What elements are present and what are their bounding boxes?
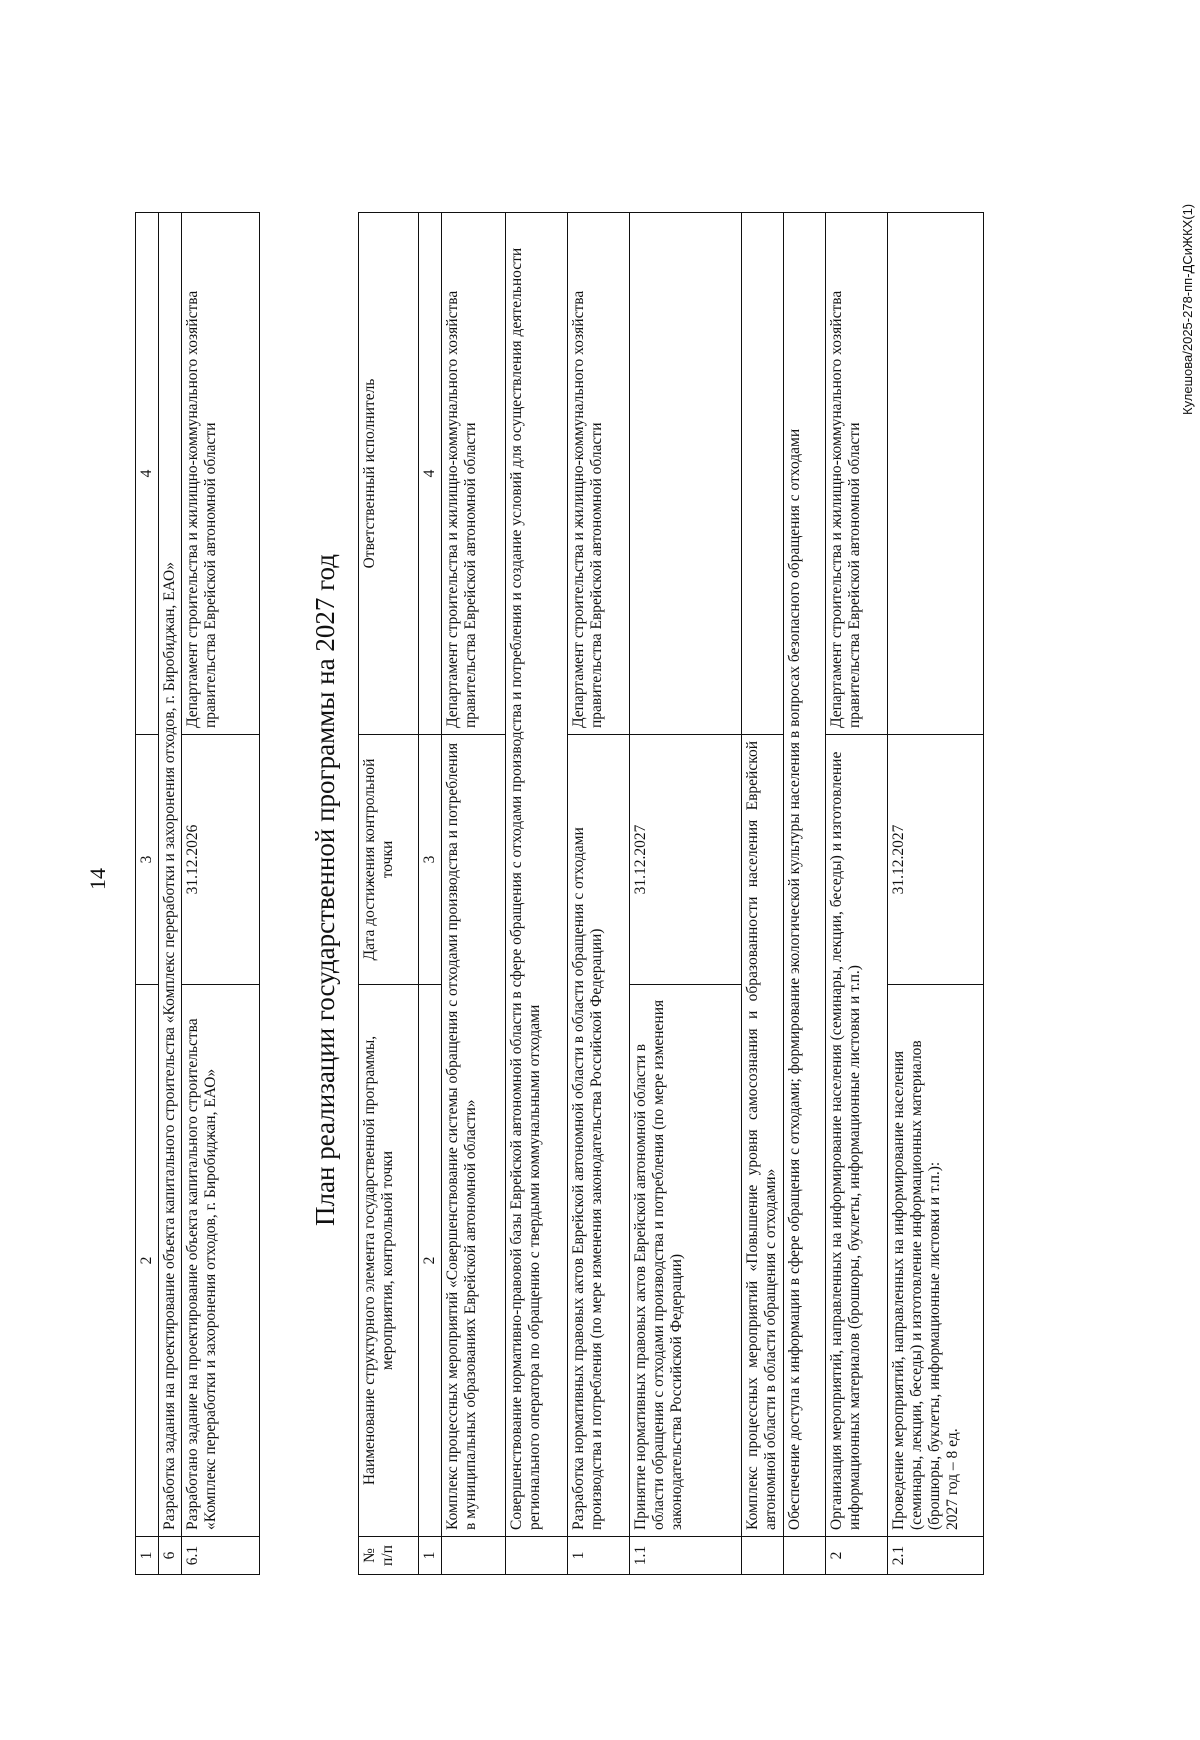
row-responsible <box>888 213 984 735</box>
table-row <box>506 213 568 1575</box>
row-name: Комплекс процессных мероприятий «Повышение уровня самосознания и образованности населения Еврейской автономной области в области обращения с отходами» <box>742 735 784 1537</box>
table-row <box>568 213 630 1575</box>
header-cell-number: № п/п <box>359 1537 419 1575</box>
row-responsible: Департамент строительства и жилищно-коммунального хозяйства правительства Еврейской автономной области <box>182 213 260 735</box>
row-name: Разработка нормативных правовых актов Еврейской автономной области в области обращения с отходами производства и потребления (по мере изменения законодательства Российской Федерации) <box>568 735 630 1537</box>
table-header-numbers-row <box>419 213 442 1575</box>
header-cell-name: Наименование структурного элемента государственной программы, мероприятия, контрольной точки <box>359 985 419 1537</box>
row-number: 6 <box>159 1537 182 1575</box>
row-number: 2 <box>826 1537 888 1575</box>
table-header-row <box>136 213 159 1575</box>
row-responsible <box>742 213 784 735</box>
row-number <box>442 1537 506 1575</box>
page-title: План реализации государственной программы на 2027 год <box>310 554 340 1226</box>
row-date: 31.12.2027 <box>888 735 984 985</box>
table-row <box>630 213 742 1575</box>
row-number: 1 <box>568 1537 630 1575</box>
table-row <box>742 213 784 1575</box>
document-footer-code: Кулешова/2025-278-пп-ДСиЖКХ(1) <box>1180 203 1195 415</box>
table-header-row <box>359 213 419 1575</box>
header-cell: 2 <box>136 985 159 1537</box>
table-row <box>888 213 984 1575</box>
table-row <box>442 213 506 1575</box>
row-responsible: Департамент строительства и жилищно-коммунального хозяйства правительства Еврейской автономной области <box>826 213 888 735</box>
row-number <box>784 1537 826 1575</box>
header-cell-responsible: Ответственный исполнитель <box>359 213 419 735</box>
header-cell: 1 <box>136 1537 159 1575</box>
row-number <box>742 1537 784 1575</box>
table-row <box>159 213 182 1575</box>
row-responsible: Департамент строительства и жилищно-коммунального хозяйства правительства Еврейской автономной области <box>568 213 630 735</box>
row-date: 31.12.2026 <box>182 735 260 985</box>
continuation-table <box>135 212 260 1575</box>
table-row <box>182 213 260 1575</box>
table-row <box>826 213 888 1575</box>
table-row <box>784 213 826 1575</box>
header-cell: 4 <box>136 213 159 735</box>
header-num: 3 <box>419 735 442 985</box>
header-num: 4 <box>419 213 442 735</box>
plan-table <box>358 212 984 1575</box>
header-cell: 3 <box>136 735 159 985</box>
row-name-target: 2027 год – 8 ед. <box>944 1428 961 1530</box>
row-name: Обеспечение доступа к информации в сфере обращения с отходами; формирование экологической культуры населения в вопросах безопасного обращения с отходами <box>784 213 826 1537</box>
header-cell-date: Дата достижения контрольной точки <box>359 735 419 985</box>
row-name: Совершенствование нормативно-правовой базы Еврейской автономной области в сфере обращения с отходами производства и потребления и создание условий для осуществления деятельности регионального оператора по обращению с твердыми коммунальными отходами <box>506 213 568 1537</box>
row-name: Комплекс процессных мероприятий «Совершенствование системы обращения с отходами производства и потребления в муниципальных образованиях Еврейской автономной области» <box>442 735 506 1537</box>
row-name: Организация мероприятий, направленных на информирование населения (семинары, лекции, беседы) и изготовление информационных материалов (брошюры, буклеты, информационные листовки и т.п.) <box>826 735 888 1537</box>
header-num: 2 <box>419 985 442 1537</box>
header-num: 1 <box>419 1537 442 1575</box>
row-number <box>506 1537 568 1575</box>
row-number: 2.1 <box>888 1537 984 1575</box>
row-name: Принятие нормативных правовых актов Еврейской автономной области в области обращения с отходами производства и потребления (по мере изменения законодательства Российской Федерации) <box>630 985 742 1537</box>
row-date: 31.12.2027 <box>630 735 742 985</box>
row-name: Разработка задания на проектирование объекта капитального строительства «Комплекс переработки и захоронения отходов, г. Биробиджан, ЕАО» <box>159 213 182 1537</box>
row-responsible <box>630 213 742 735</box>
row-number: 6.1 <box>182 1537 260 1575</box>
row-name <box>888 985 984 1537</box>
row-name-text: Проведение мероприятий, направленных на информирование населения (семинары, лекции, беседы) и изготовление информационных материалов (брошюры, буклеты, информационные листовки и т.п.): <box>890 1040 943 1530</box>
row-number: 1.1 <box>630 1537 742 1575</box>
page-number: 14 <box>85 868 110 890</box>
row-responsible: Департамент строительства и жилищно-коммунального хозяйства правительства Еврейской автономной области <box>442 213 506 735</box>
row-name: Разработано задание на проектирование объекта капитального строительства «Комплекс переработки и захоронения отходов, г. Биробиджан, ЕАО» <box>182 985 260 1537</box>
